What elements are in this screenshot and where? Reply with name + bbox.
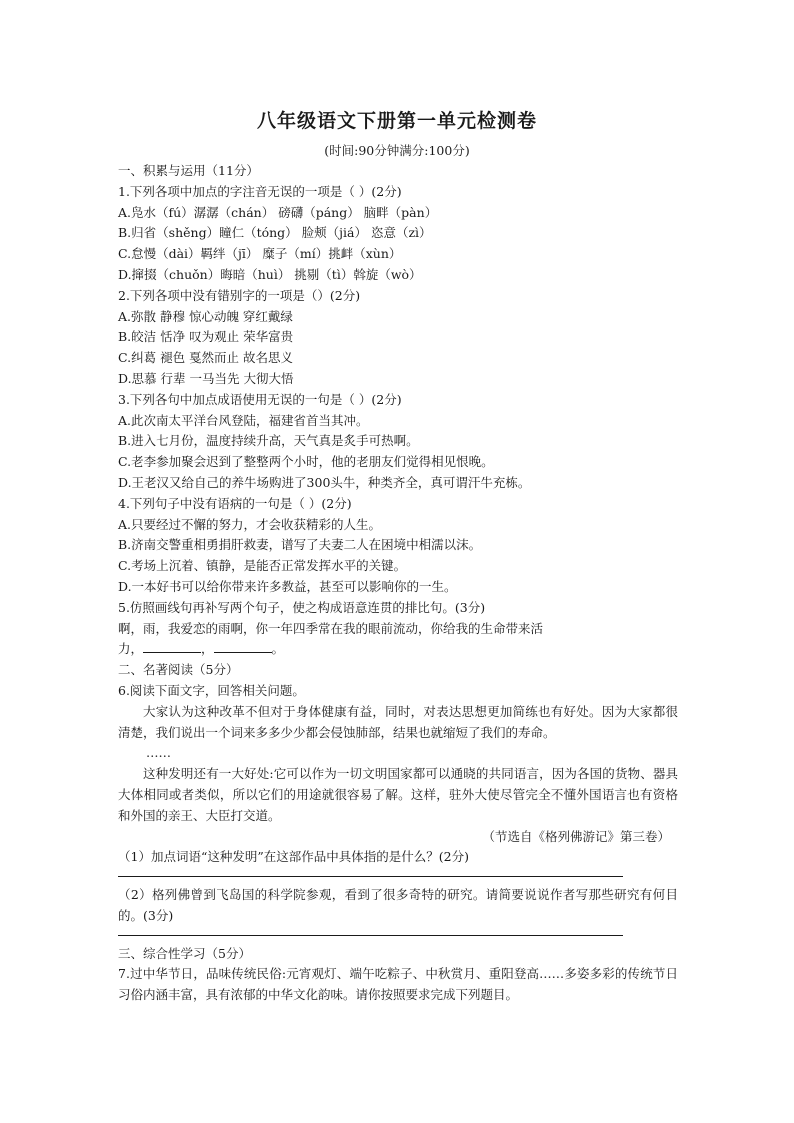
- answer-line[interactable]: [118, 868, 623, 877]
- option: D.一本好书可以给你带来许多教益，甚至可以影响你的一生。: [118, 578, 457, 594]
- option: B.归省（shěng）瞳仁（tóng） 脸颊（jiá） 恣意（zì）: [118, 225, 432, 241]
- ellipsis: ……: [146, 745, 171, 761]
- option: B.济南交警重相勇捐肝救妻，谱写了夫妻二人在困境中相濡以沫。: [118, 537, 482, 553]
- option: A.凫水（fú）潺潺（chán） 磅礴（páng） 脑畔（pàn）: [118, 204, 438, 220]
- fill-prefix: 力，: [118, 641, 144, 657]
- sub-question: （2）格列佛曾到飞岛国的科学院参观，看到了很多奇特的研究。请简要说说作者写那些研究有何目的。(3分): [118, 887, 678, 923]
- option: C.考场上沉着、镇静，是能否正常发挥水平的关键。: [118, 558, 407, 574]
- question-stem: 2.下列各项中没有错别字的一项是（）(2分): [118, 287, 361, 303]
- option: B.皎洁 恬净 叹为观止 荣华富贵: [118, 329, 294, 345]
- reading-paragraph: 这种发明还有一大好处:它可以作为一切文明国家都可以通晓的共同语言，因为各国的货物、器具大体相同或者类似，所以它们的用途就很容易了解。这样，驻外大使尽管完全不懂外国语言也有资格和外国的亲王、大臣打交道。: [118, 766, 678, 823]
- option: B.进入七月份，温度持续升高，天气真是炙手可热啊。: [118, 433, 419, 449]
- source-citation: （节选自《格列佛游记》第三卷）: [482, 828, 670, 844]
- option: D.撺掇（chuǒn）晦暗（huì） 挑剔（tì）斡旋（wò）: [118, 266, 422, 282]
- sub-question: （1）加点词语“这种发明”在这部作品中具体指的是什么？(2分): [118, 849, 469, 865]
- section-heading: 一、积累与运用（11分）: [118, 163, 259, 178]
- question-stem: 1.下列各项中加点的字注音无误的一项是（ ）(2分): [118, 183, 402, 199]
- question-stem: 5.仿照画线句再补写两个句子，使之构成语意连贯的排比句。(3分): [118, 599, 486, 615]
- option: A.弥散 静穆 惊心动魄 穿红戴绿: [118, 308, 293, 324]
- option: A.此次南太平洋台风登陆，福建省首当其冲。: [118, 412, 369, 428]
- fill-blank-2[interactable]: [214, 640, 272, 653]
- option: C.老李参加聚会迟到了整整两个小时，他的老朋友们觉得相见恨晚。: [118, 454, 494, 470]
- question-stem: 7.过中华节日，品味传统民俗:元宵观灯、端午吃粽子、中秋赏月、重阳登高……多姿多彩的传统节日习俗内涵丰富，具有浓郁的中华文化韵味。请你按照要求完成下列题目。: [118, 966, 678, 1003]
- option: D.王老汉又给自己的养牛场购进了300头牛，种类齐全，真可谓汗牛充栋。: [118, 474, 531, 490]
- fill-blank-1[interactable]: [143, 640, 201, 653]
- sentence-line: 啊，雨，我爱恋的雨啊，你一年四季常在我的眼前流动，你给我的生命带来活: [118, 620, 544, 636]
- question-stem: 4.下列句子中没有语病的一句是（ ）(2分): [118, 495, 352, 511]
- exam-content: [118, 161, 678, 1006]
- option: C.怠慢（dài）羁绊（jī） 糜子（mí）挑衅（xùn）: [118, 246, 402, 262]
- fill-suffix: 。: [271, 641, 285, 657]
- fill-line: [118, 639, 678, 660]
- option: D.思慕 行辈 一马当先 大彻大悟: [118, 370, 294, 386]
- option: C.纠葛 褪色 戛然而止 故名思义: [118, 350, 294, 366]
- option: A.只要经过不懈的努力，才会收获精彩的人生。: [118, 516, 382, 532]
- section-heading: 二、名著阅读（5分）: [118, 662, 239, 678]
- answer-line[interactable]: [118, 927, 623, 936]
- page-subtitle: (时间:90分钟满分:100分): [324, 143, 470, 158]
- question-stem: 6.阅读下面文字，回答相关问题。: [118, 682, 305, 698]
- question-stem: 3.下列各句中加点成语使用无误的一句是（ ）(2分): [118, 391, 402, 407]
- page-title: 八年级语文下册第一单元检测卷: [256, 110, 537, 132]
- section-heading: 三、综合性学习（5分）: [118, 945, 251, 961]
- fill-separator: ，: [201, 641, 214, 657]
- reading-paragraph: 大家认为这种改革不但对于身体健康有益，同时，对表达思想更加简练也有好处。因为大家都很清楚，我们说出一个词来多多少少都会侵蚀肺部，结果也就缩短了我们的寿命。: [118, 703, 678, 740]
